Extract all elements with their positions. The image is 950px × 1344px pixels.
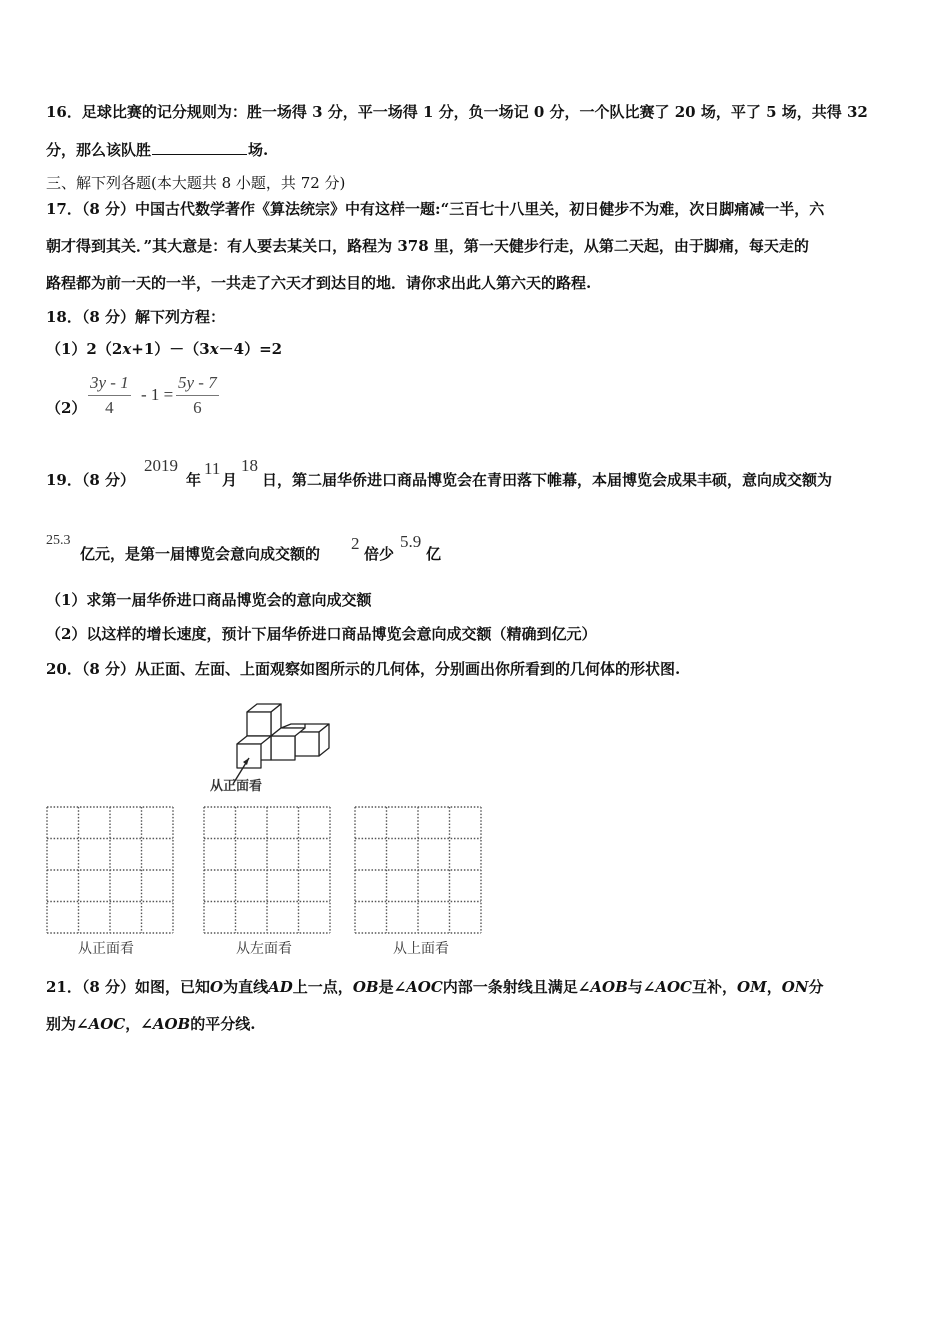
q19-sub2: （2）以这样的增长速度，预计下届华侨进口商品博览会意向成交额（精确到亿元） — [46, 625, 597, 643]
q16-line1: 16．足球比赛的记分规则为：胜一场得 3 分，平一场得 1 分，负一场记 0 分，一个队比赛了 20 场，平了 5 场，共得 32 — [46, 103, 868, 121]
q19-prefix: 19．（8 分） — [46, 471, 136, 489]
q18-p1-end: －4）=2 — [218, 340, 283, 358]
q21-line1 — [46, 976, 824, 998]
q18-part1 — [46, 338, 282, 360]
view-arrow-label: 从正面看 — [210, 779, 263, 794]
grid-top[interactable] — [355, 807, 481, 933]
grid-label-left: 从左面看 — [236, 941, 292, 957]
fraction-2 — [176, 373, 219, 418]
q19-year: 2019 — [144, 456, 178, 475]
q17-line3: 路程都为前一天的一半，一共走了六天才到达目的地．请你求出此人第六天的路程. — [46, 274, 592, 292]
angle-AOC: AOC — [655, 978, 692, 996]
ray-ON: ON — [781, 978, 809, 996]
q21-text: 与∠ — [627, 978, 656, 996]
grid-front[interactable] — [47, 807, 173, 933]
point-O: O — [210, 978, 224, 996]
fraction-2-numerator: 5y - 7 — [176, 373, 219, 396]
q19-less: 5.9 — [400, 532, 422, 551]
q19-text4: 亿 — [426, 545, 442, 563]
q19-sub1: （1）求第一届华侨进口商品博览会的意向成交额 — [46, 591, 372, 609]
q21-text: ，∠ — [125, 1015, 153, 1033]
q17-line1: 17．（8 分）中国古代数学著作《算法统宗》中有这样一题:“三百七十八里关，初日健步不为难，次日脚痛减一半，六 — [46, 200, 825, 218]
q21-text: 21．（8 分）如图，已知 — [46, 978, 211, 996]
fraction-1 — [88, 373, 131, 418]
angle-AOC: AOC — [406, 978, 443, 996]
angle-AOC: AOC — [88, 1015, 126, 1033]
q21-text: 为直线 — [223, 978, 269, 996]
answer-blank[interactable] — [152, 140, 247, 155]
q18-p1-label: （1）2（2 — [46, 340, 123, 358]
cube-solid-figure — [205, 696, 355, 801]
q21-text: 互补， — [692, 978, 738, 996]
q19-text3: 倍少 — [364, 545, 395, 563]
view-grids — [0, 800, 950, 970]
minus-one-equals: - 1 = — [141, 385, 174, 404]
q21-text: 上一点， — [292, 978, 353, 996]
grid-label-front: 从正面看 — [78, 941, 134, 957]
q19-rest: 日，第二届华侨进口商品博览会在青田落下帷幕，本届博览会成果丰硕，意向成交额为 — [262, 471, 833, 489]
q21-text: 分 — [808, 978, 824, 996]
ray-OB: OB — [352, 978, 379, 996]
q16-line2 — [46, 139, 268, 161]
q20-text: 20．（8 分）从正面、左面、上面观察如图所示的几何体，分别画出你所看到的几何体的形状图. — [46, 660, 681, 678]
angle-AOB: AOB — [152, 1015, 191, 1033]
q16-text-before: 分，那么该队胜 — [46, 141, 152, 159]
fraction-1-numerator: 3y - 1 — [88, 373, 131, 396]
q19-yue: 月 — [222, 471, 238, 489]
fraction-2-denominator: 6 — [193, 398, 202, 417]
q19-day: 18 — [241, 456, 258, 475]
q21-text: 别为∠ — [46, 1015, 89, 1033]
q19-month: 11 — [204, 459, 221, 478]
q19-amount: 25.3 — [46, 533, 71, 548]
q19-nian: 年 — [186, 471, 202, 489]
q21-text: ， — [766, 978, 782, 996]
q19-text2: 亿元，是第一届博览会意向成交额的 — [80, 545, 321, 563]
q21-text: 内部一条射线且满足∠ — [442, 978, 591, 996]
q21-text: 的平分线. — [190, 1015, 256, 1033]
var-x: x — [209, 340, 219, 358]
q18-p1-mid: +1）－（3 — [131, 340, 210, 358]
q17-line2: 朝才得到其关．”其大意是：有人要去某关口，路程为 378 里，第一天健步行走，从第二天起，由于脚痛，每天走的 — [46, 237, 809, 255]
grid-left[interactable] — [204, 807, 330, 933]
var-x: x — [122, 340, 132, 358]
q16-text-after: 场. — [248, 141, 269, 159]
section-heading: 三、解下列各题(本大题共 8 小题，共 72 分) — [46, 174, 346, 192]
angle-AOB: AOB — [590, 978, 628, 996]
q21-line2 — [46, 1013, 255, 1035]
q19-times: 2 — [351, 534, 360, 553]
q21-text: 是∠ — [378, 978, 407, 996]
q18-title: 18．（8 分）解下列方程： — [46, 308, 226, 326]
fraction-1-denominator: 4 — [105, 398, 114, 417]
q18-part2-label: （2） — [46, 399, 87, 417]
ray-OM: OM — [737, 978, 767, 996]
grid-label-top: 从上面看 — [393, 941, 449, 957]
line-AD: AD — [268, 978, 293, 996]
